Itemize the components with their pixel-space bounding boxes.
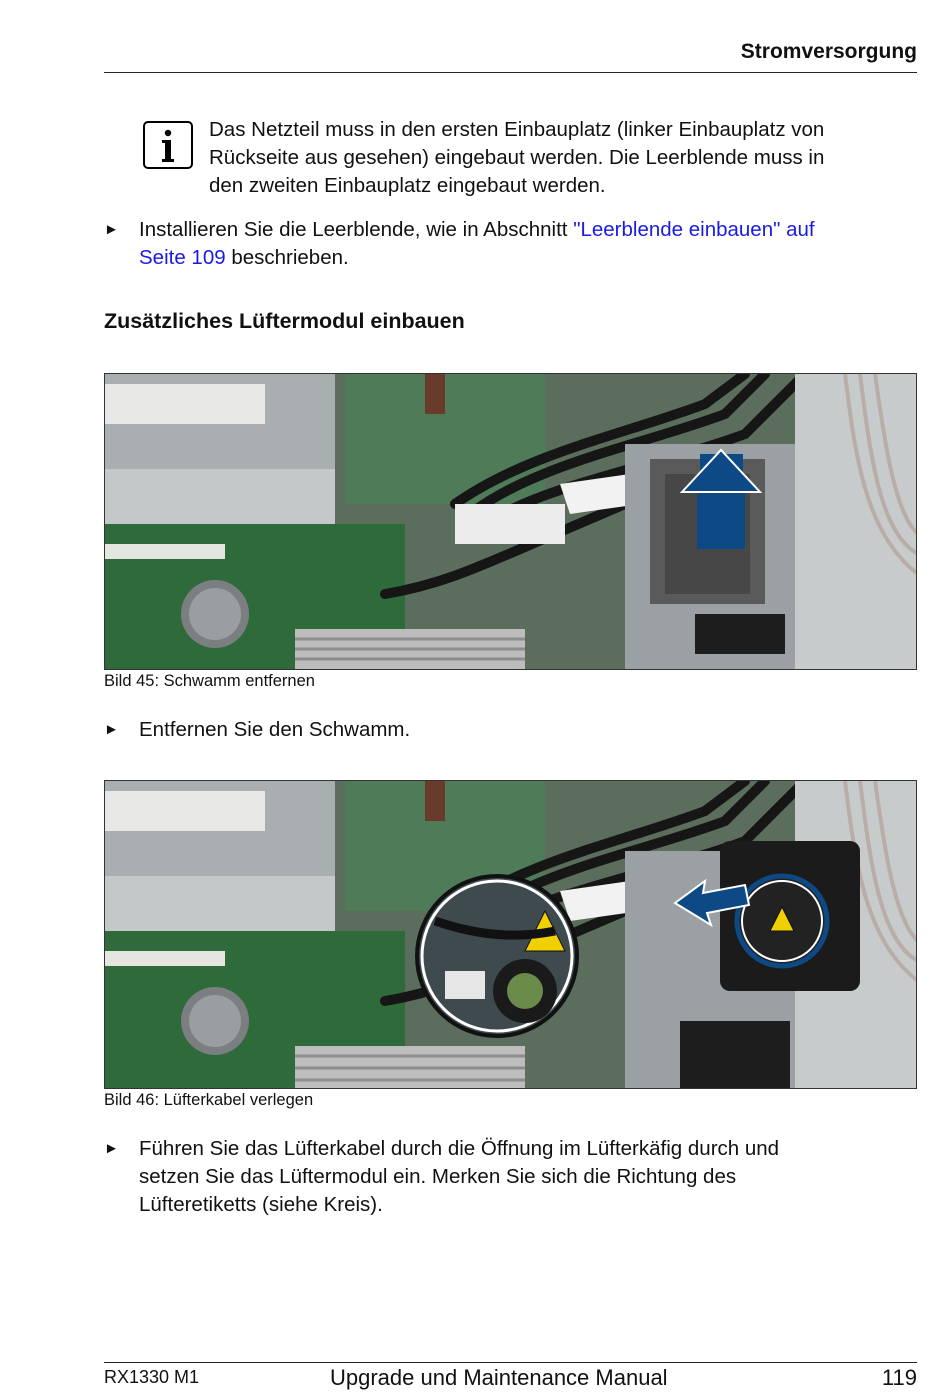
step-text xyxy=(139,216,919,272)
step-text-part: Installieren Sie die Leerblende, wie in Abschnitt xyxy=(139,218,574,241)
cross-reference-link[interactable]: "Leerblende einbauen" auf xyxy=(573,218,815,241)
bullet-icon: ► xyxy=(104,721,119,738)
info-icon xyxy=(143,121,193,169)
cross-reference-link-page[interactable]: Seite 109 xyxy=(139,246,226,269)
step-route-fan-cable xyxy=(104,1135,919,1225)
info-note-line: Rückseite aus gesehen) eingebaut werden. Die Leerblende muss in xyxy=(209,146,825,169)
step-text-part: beschrieben. xyxy=(225,246,349,269)
footer-manual-title: Upgrade und Maintenance Manual xyxy=(330,1365,668,1390)
figure-45-photo xyxy=(104,373,917,670)
step-text-line: setzen Sie das Lüftermodul ein. Merken Sie sich die Richtung des xyxy=(139,1165,737,1188)
figure-46-photo xyxy=(104,780,917,1089)
footer-rule xyxy=(104,1362,917,1363)
step-remove-sponge xyxy=(104,716,919,746)
running-header-title: Stromversorgung xyxy=(740,40,917,63)
bullet-icon: ► xyxy=(104,1140,119,1157)
step-text-line: Führen Sie das Lüfterkabel durch die Öffnung im Lüfterkäfig durch und xyxy=(139,1137,780,1160)
info-note-line: Das Netzteil muss in den ersten Einbauplatz (linker Einbauplatz von xyxy=(209,118,825,141)
header-rule xyxy=(104,72,917,73)
section-heading: Zusätzliches Lüftermodul einbauen xyxy=(104,309,465,333)
step-text-line: Lüfteretiketts (siehe Kreis). xyxy=(139,1193,383,1216)
figure-46-caption: Bild 46: Lüfterkabel verlegen xyxy=(104,1091,314,1109)
figure-45-caption: Bild 45: Schwamm entfernen xyxy=(104,672,315,690)
bullet-icon: ► xyxy=(104,221,119,238)
step-install-blank xyxy=(104,216,919,276)
info-note-line: den zweiten Einbauplatz eingebaut werden. xyxy=(209,174,606,197)
footer-model: RX1330 M1 xyxy=(104,1367,200,1387)
step-text: Entfernen Sie den Schwamm. xyxy=(139,718,411,741)
info-note-text xyxy=(209,116,919,200)
page-number: 119 xyxy=(881,1365,917,1390)
step-text xyxy=(139,1135,919,1219)
